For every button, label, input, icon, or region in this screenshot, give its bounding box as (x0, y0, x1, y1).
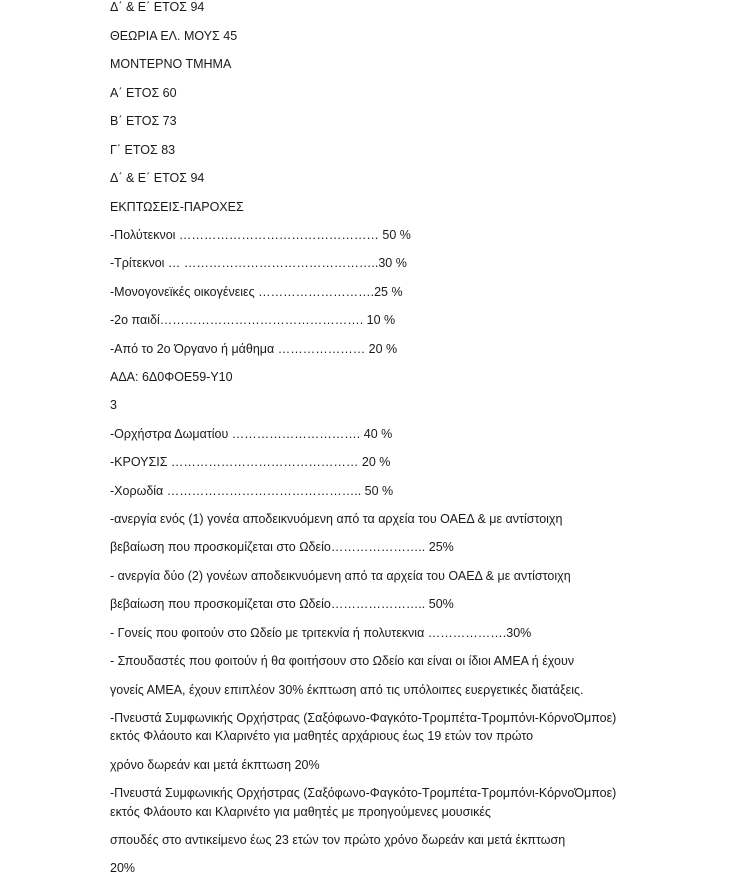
page-number: 3 (110, 398, 117, 412)
text-line: εκτός Φλάουτο και Κλαρινέτο για μαθητές αρχάριους έως 19 ετών τον πρώτο (110, 729, 534, 743)
text-line: βεβαίωση που προσκομίζεται στο Ωδείο………………….. 25% (110, 540, 454, 554)
text-line: ΘΕΩΡΙΑ ΕΛ. ΜΟΥΣ 45 (110, 29, 238, 43)
text-line: Β΄ ΕΤΟΣ 73 (110, 114, 177, 128)
document-id: ΑΔΑ: 6Δ0ΦΟΕ59-Υ10 (110, 370, 233, 384)
text-line: σπουδές στο αντικείμενο έως 23 ετών τον πρώτο χρόνο δωρεάν και μετά έκπτωση (110, 833, 566, 847)
text-line: -ανεργία ενός (1) γονέα αποδεικνυόμενη από τα αρχεία του ΟΑΕΔ & με αντίστοιχη (110, 512, 563, 526)
discount-line: -2ο παιδί…………………………………………. 10 % (110, 313, 396, 327)
text-line: Δ΄ & Ε΄ ΕΤΟΣ 94 (110, 171, 205, 185)
text-line: ΜΟΝΤΕΡΝΟ ΤΜΗΜΑ (110, 57, 232, 71)
text-line: 20% (110, 861, 136, 875)
text-line: Α΄ ΕΤΟΣ 60 (110, 86, 177, 100)
discount-line: -ΚΡΟΥΣΙΣ ……………………………………… 20 % (110, 455, 391, 469)
discount-line: -Μονογονεϊκές οικογένειες ……………………….25 % (110, 285, 403, 299)
discount-line: -Από το 2ο Όργανο ή μάθημα ………………… 20 % (110, 342, 398, 356)
discount-line: -Χορωδία ……………………………………….. 50 % (110, 484, 394, 498)
text-line: -Πνευστά Συμφωνικής Ορχήστρας (Σαξόφωνο-Φαγκότο-Τρομπέτα-Τρομπόνι-ΚόρνοΌμποε) (110, 786, 617, 800)
text-line: γονείς ΑΜΕΑ, έχουν επιπλέον 30% έκπτωση από τις υπόλοιπες ευεργετικές διατάξεις. (110, 683, 584, 697)
discount-line: -Πολύτεκνοι ………………………………………… 50 % (110, 228, 411, 242)
discount-line: -Ορχήστρα Δωματίου …………………………. 40 % (110, 427, 393, 441)
text-line: - Σπουδαστές που φοιτούν ή θα φοιτήσουν στο Ωδείο και είναι οι ίδιοι ΑΜΕΑ ή έχουν (110, 654, 575, 668)
section-heading: ΕΚΠΤΩΣΕΙΣ-ΠΑΡΟΧΕΣ (110, 200, 244, 214)
discount-line: -Τρίτεκνοι … ………………………………………..30 % (110, 256, 407, 270)
text-line: -Πνευστά Συμφωνικής Ορχήστρας (Σαξόφωνο-Φαγκότο-Τρομπέτα-Τρομπόνι-ΚόρνοΌμποε) (110, 711, 617, 725)
text-line: εκτός Φλάουτο και Κλαρινέτο για μαθητές με προηγούμενες μουσικές (110, 805, 491, 819)
text-line: χρόνο δωρεάν και μετά έκπτωση 20% (110, 758, 320, 772)
text-line: Δ΄ & Ε΄ ΕΤΟΣ 94 (110, 0, 205, 14)
text-line: βεβαίωση που προσκομίζεται στο Ωδείο………………….. 50% (110, 597, 454, 611)
text-line: - ανεργία δύο (2) γονέων αποδεικνυόμενη από τα αρχεία του ΟΑΕΔ & με αντίστοιχη (110, 569, 571, 583)
text-line: - Γονείς που φοιτούν στο Ωδείο με τριτεκνία ή πολυτεκνια ……………….30% (110, 626, 532, 640)
text-line: Γ΄ ΕΤΟΣ 83 (110, 143, 176, 157)
